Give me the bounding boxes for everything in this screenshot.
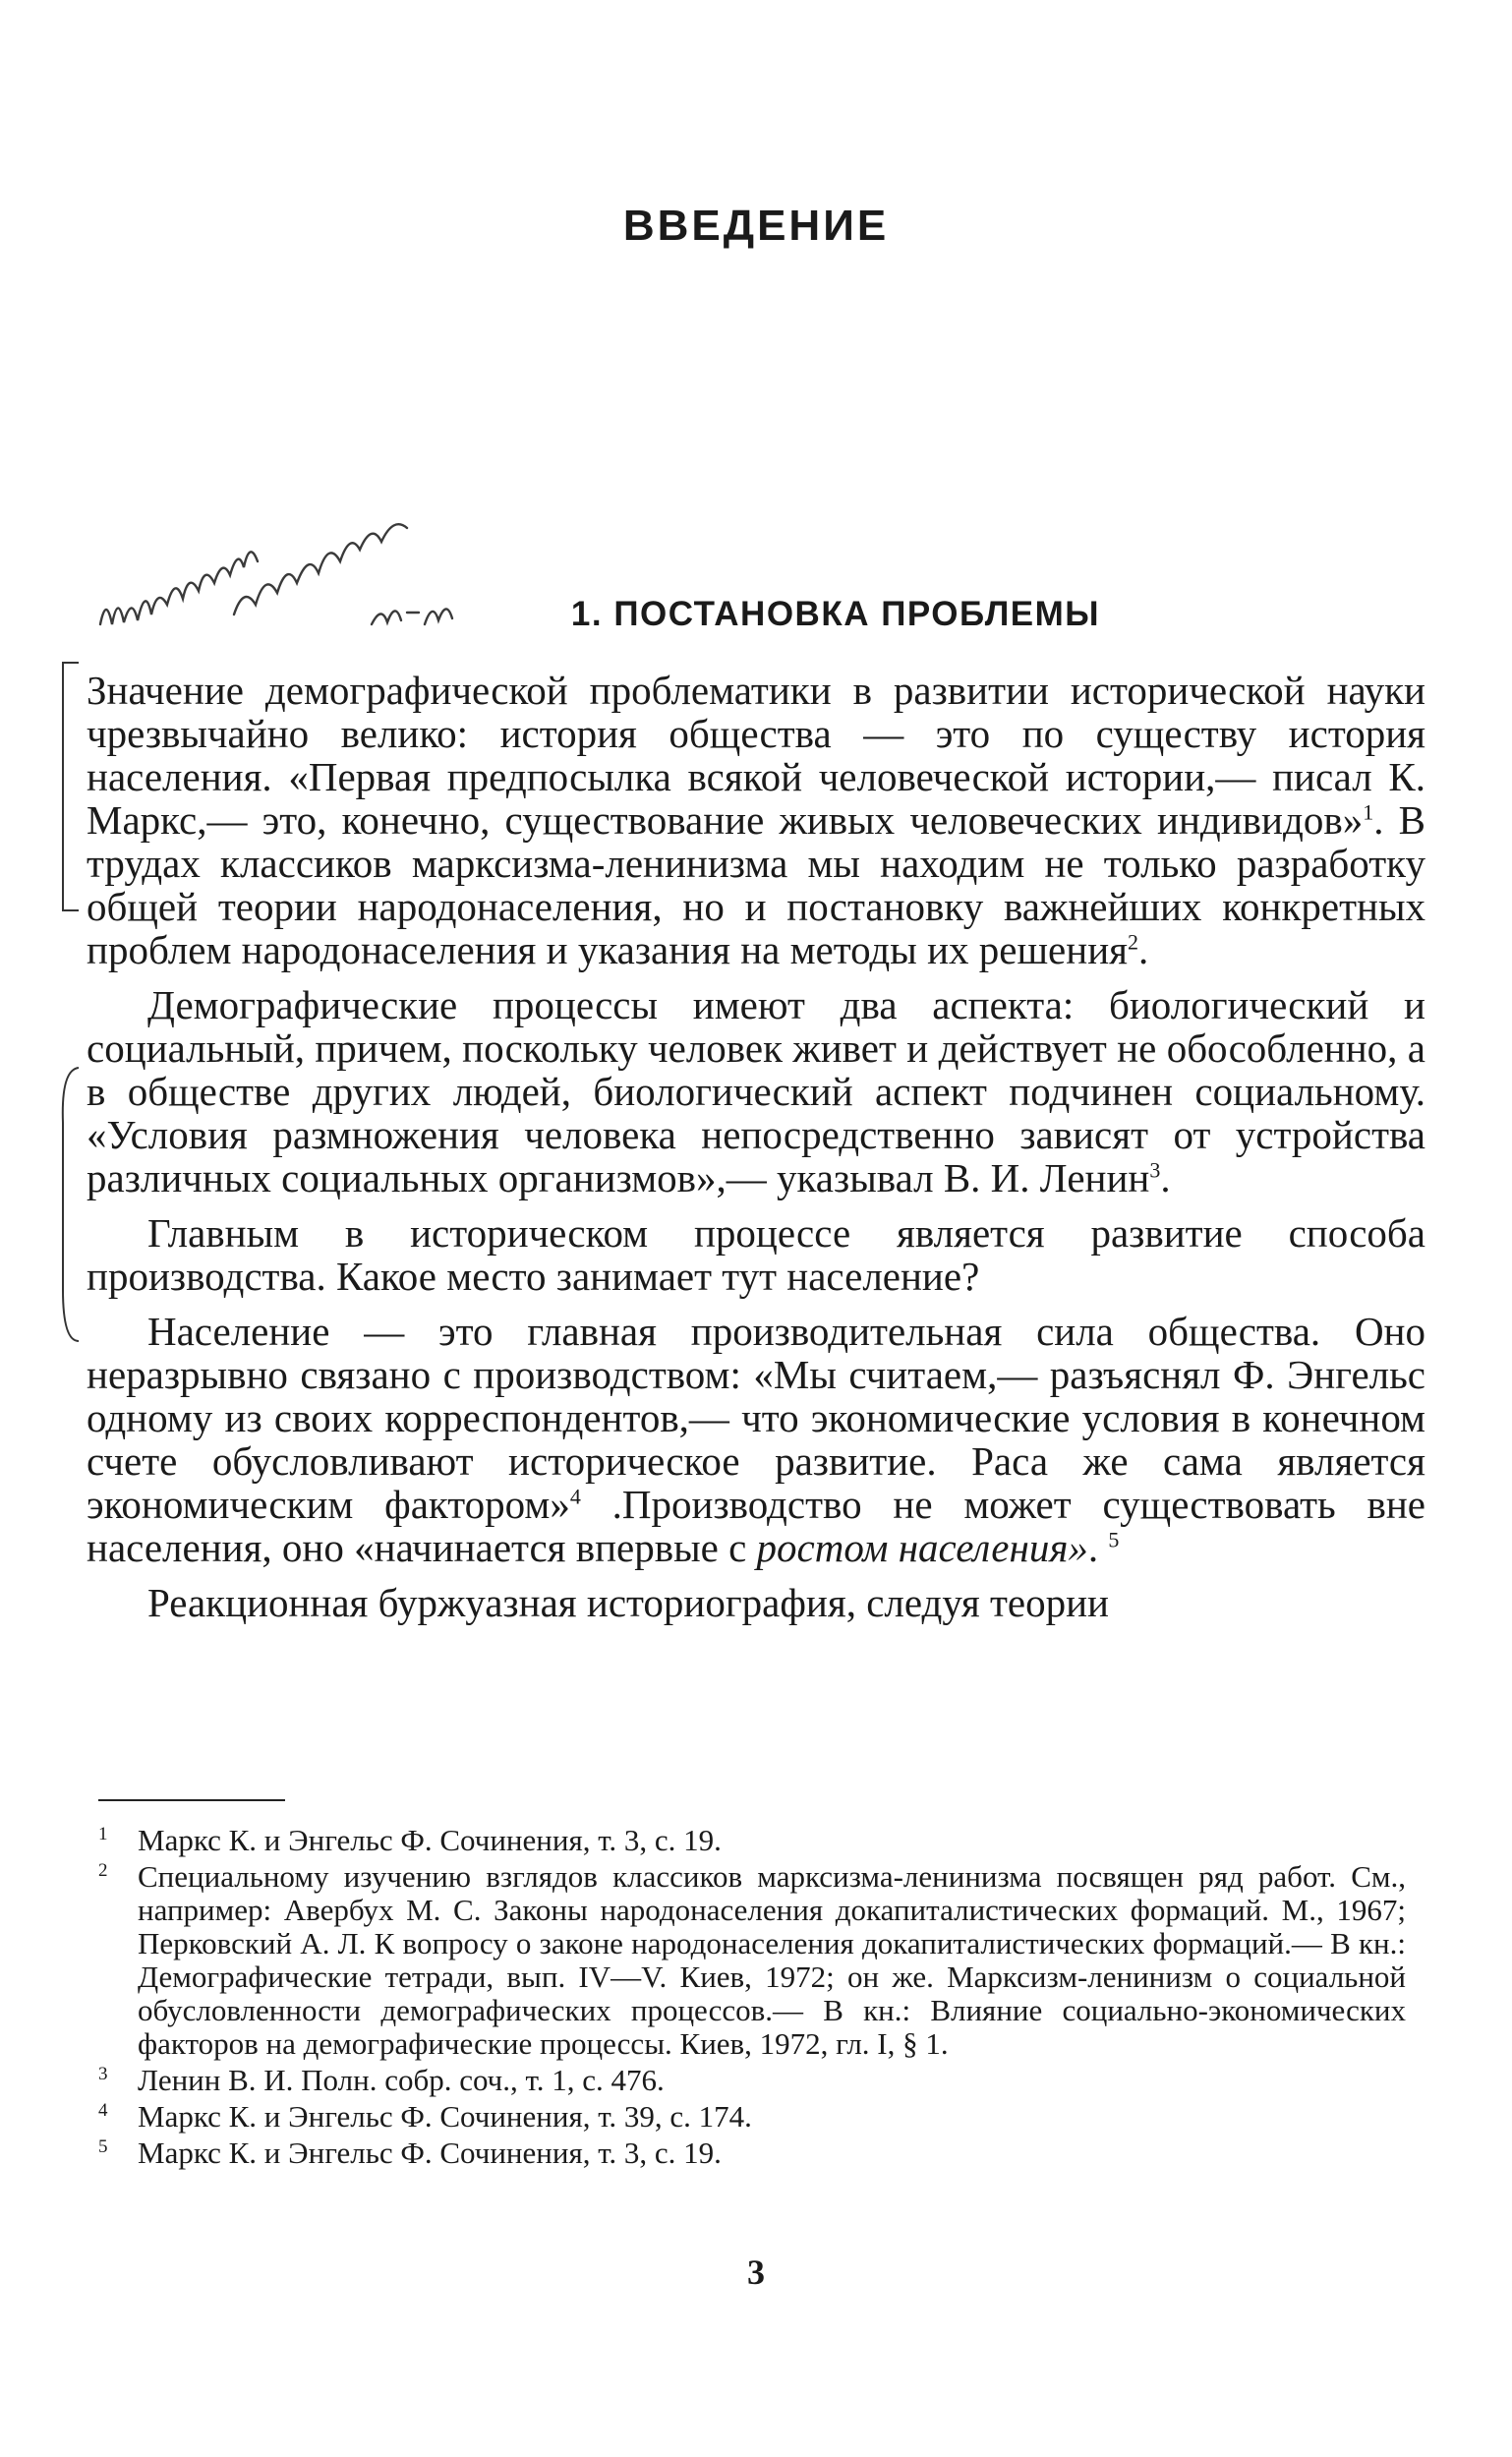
paragraph: Реакционная буржуазная историография, следуя теории [147, 1580, 1109, 1625]
body-text [87, 669, 1425, 1636]
section-heading: 1. ПОСТАНОВКА ПРОБЛЕМЫ [570, 595, 1101, 633]
footnote-divider [98, 1799, 285, 1801]
paragraph: Главным в историческом процессе является развитие способа производства. Какое место занимает тут население? [87, 1210, 1425, 1299]
paragraph: Демографические процессы имеют два аспекта: биологический и социальный, причем, поскольку человек живет и действует не обособленно, а в обществе других людей, биологический аспект подчинен социальному. «Условия размножения человека непосредственно зависят от устройства различных социальных организмов»,— указывал В. И. Ленин$^3$. [87, 982, 1425, 1200]
margin-bracket [57, 1064, 81, 1344]
footnote: 1 Маркс К. и Энгельс Ф. Сочинения, т. 3, с. 19. [98, 1823, 722, 1857]
chapter-title: ВВЕДЕНИЕ [622, 202, 890, 250]
page-number: 3 [747, 2252, 765, 2292]
footnote: 3 Ленин В. И. Полн. собр. соч., т. 1, с. 476. [98, 2063, 665, 2097]
footnotes [98, 1824, 1406, 2173]
footnote: 5 Маркс К. и Энгельс Ф. Сочинения, т. 3, с. 19. [98, 2135, 722, 2170]
footnote: 2 Специальному изучению взглядов классиков марксизма-ленинизма посвящен ряд работ. См., например: Авербух М. С. Законы народонаселения докапиталистических формаций. М., 1967; Перковский А. Л. К вопросу о законе народонаселения докапиталистических формаций.— В кн.: Демографические тетради, вып. IV—V. Киев, 1972; он же. Марксизм-ленинизм о социальной обусловленности демографических процессов.— В кн.: Влияние социально-экономических факторов на демографические процессы. Киев, 1972, гл. I, § 1. [98, 1859, 1406, 2061]
footnote: 4 Маркс К. и Энгельс Ф. Сочинения, т. 39, с. 174. [98, 2099, 752, 2134]
margin-bracket [57, 659, 81, 914]
paragraph: Значение демографической проблематики в развитии исторической науки чрезвычайно велико: история общества — это по существу история населения. «Первая предпосылка всякой человеческой истории,— писал К. Маркс,— это, конечно, существование живых человеческих индивидов»$^1$. В трудах классиков марксизма-ленинизма мы находим не только разработку общей теории народонаселения, но и постановку важнейших конкретных проблем народонаселения и указания на методы их решения$^2$. [87, 668, 1425, 972]
handwritten-annotation [87, 477, 470, 644]
paragraph: Население — это главная производительная сила общества. Оно неразрывно связано с производством: «Мы считаем,— разъяснял Ф. Энгельс одному из своих корреспондентов,— что экономические условия в конечном счете обусловливают историческое развитие. Раса же сама является экономическим фактором»$^4$ .Производство не может существовать вне населения, оно «начинается впервые с ростом населения». $^5$ [87, 1309, 1426, 1570]
